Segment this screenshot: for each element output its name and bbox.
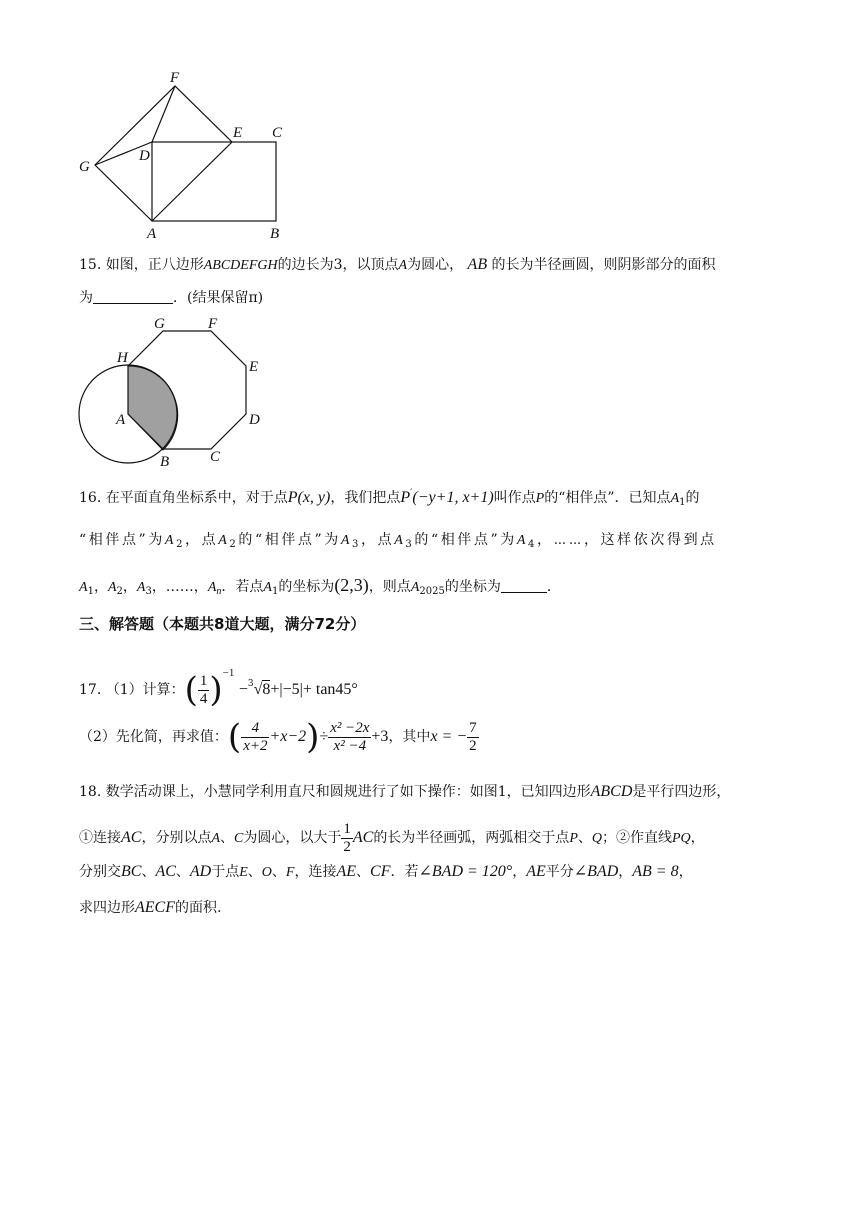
section-3-heading: 三、解答题（本题共8道大题，满分72分） xyxy=(79,615,366,633)
label-d: D xyxy=(249,412,260,428)
label-h: H xyxy=(117,350,128,366)
label-f: F xyxy=(208,316,218,332)
question-18-line-4: 求四边形AECF的面积. xyxy=(79,899,222,916)
label-f: F xyxy=(170,70,180,86)
label-g: G xyxy=(154,316,165,332)
answer-blank-15[interactable] xyxy=(93,289,173,304)
label-c: C xyxy=(272,125,283,141)
question-15-line-1: 15. 如图，正八边形ABCDEFGH的边长为3，以顶点A为圆心， AB 的长为半径画圆，则阴影部分的面积 xyxy=(79,256,716,273)
question-16-line-3: $A_1$，$A_2$，$A_3$，……，$A_n$．若点$A_1$的坐标为(2,3)，则点$A_{2025}$的坐标为 ． xyxy=(79,575,561,597)
question-16-line-2: “相伴点”为$A_2$，点$A_2$的“相伴点”为$A_3$，点$A_3$的“相伴点”为$A_4$，⋯⋯，这样依次得到点 xyxy=(79,532,717,550)
question-16-line-1: 16. 在平面直角坐标系中，对于点P(x, y)，我们把点P′(−y+1, x+1)叫作点P的“相伴点”．已知点$A_1$的 xyxy=(79,488,700,508)
question-18-line-1: 18. 数学活动课上，小慧同学利用直尺和圆规进行了如下操作：如图1，已知四边形ABCD是平行四边形， xyxy=(79,783,731,800)
label-g: G xyxy=(79,159,90,175)
square-agfe xyxy=(95,86,232,221)
label-a: A xyxy=(147,226,157,242)
label-b: B xyxy=(160,454,170,470)
figure-q15 xyxy=(76,312,266,472)
label-e: E xyxy=(233,125,243,141)
rectangle-abce xyxy=(152,142,276,221)
segment-fd xyxy=(152,86,175,142)
question-18-line-2: ①连接AC，分别以点A、C为圆心，以大于 $\frac{1}{2}$ AC的长为半径画弧，两弧相交于点P、Q；②作直线PQ， xyxy=(79,820,705,855)
question-18-line-3: 分别交BC、AC、AD于点E、O、F，连接AE、CF．若∠BAD = 120°，AE平分∠BAD，AB = 8， xyxy=(79,863,693,880)
label-c: C xyxy=(210,449,221,465)
label-e: E xyxy=(249,359,259,375)
figure-q14 xyxy=(76,66,296,246)
answer-blank-16[interactable] xyxy=(501,578,547,593)
label-d: D xyxy=(139,148,150,164)
question-17-part-1: 17. （1）计算：( $\frac{1}{4}$ )$^{-1}$ −$^3$√8+|−5|+ tan45° xyxy=(79,667,358,710)
shaded-sector xyxy=(128,366,178,450)
question-17-part-2: （2）先化简，再求值：( $\frac{4}{x+2}$ +x−2)÷ $\frac{\text{x² −2x}}{\text{x² −4}}$ +3，其中x = − $\frac{7}{2}$ xyxy=(79,717,477,757)
label-a: A xyxy=(116,412,126,428)
question-15-line-2: 为 ．(结果保留π) xyxy=(79,290,264,306)
label-b: B xyxy=(270,226,280,242)
